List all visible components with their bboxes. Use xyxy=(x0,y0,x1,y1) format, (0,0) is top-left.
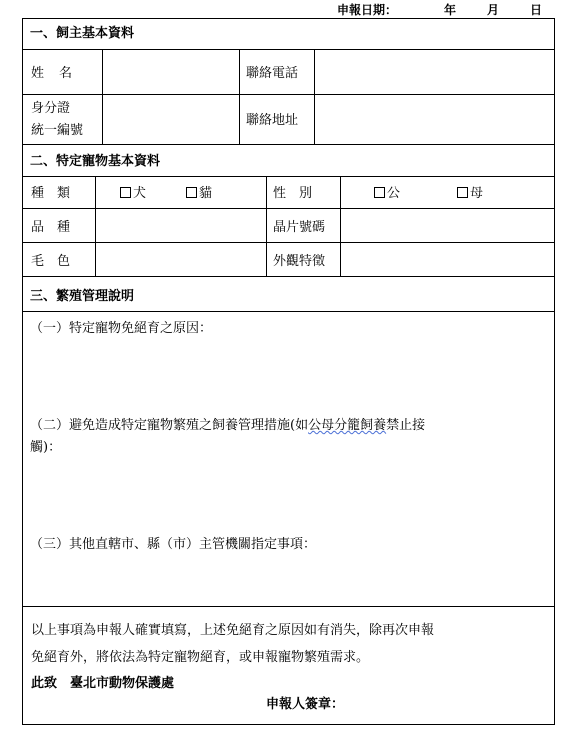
divider xyxy=(102,49,103,144)
divider xyxy=(95,176,96,276)
signature-label: 申報人簽章： xyxy=(266,697,345,712)
chip-number-field[interactable] xyxy=(341,209,553,242)
name-field[interactable] xyxy=(103,50,245,94)
coat-color-label: 毛 色 xyxy=(31,254,71,269)
item2-prompt-line2: 觸)： xyxy=(30,440,62,455)
dog-checkbox[interactable] xyxy=(120,187,131,198)
divider xyxy=(23,606,554,607)
id-number-field[interactable] xyxy=(103,95,245,144)
male-checkbox[interactable] xyxy=(374,187,385,198)
item2-answer-area[interactable] xyxy=(30,461,550,531)
male-option-label: 公 xyxy=(387,186,401,201)
statement-line1: 以上事項為申報人確實填寫，上述免絕育之原因如有消失，除再次申報 xyxy=(31,623,435,638)
year-label: 年 xyxy=(444,3,457,17)
section-owner-title: 一、飼主基本資料 xyxy=(30,26,135,41)
female-option[interactable] xyxy=(457,186,483,202)
cat-checkbox[interactable] xyxy=(186,187,197,198)
divider xyxy=(314,49,315,144)
appearance-field[interactable] xyxy=(341,243,553,276)
appearance-label: 外觀特徵 xyxy=(273,254,326,269)
cat-option[interactable] xyxy=(186,186,212,202)
divider xyxy=(23,144,554,145)
divider xyxy=(23,176,554,177)
female-checkbox[interactable] xyxy=(457,187,468,198)
cat-option-label: 貓 xyxy=(199,186,213,201)
breed-label: 品 種 xyxy=(31,220,71,235)
month-label: 月 xyxy=(487,3,500,17)
item2-prompt-line1 xyxy=(30,418,425,434)
divider xyxy=(266,176,267,276)
breed-field[interactable] xyxy=(96,209,265,242)
female-option-label: 母 xyxy=(470,186,484,201)
id-label-line2: 統一編號 xyxy=(31,123,84,138)
item3-answer-area[interactable] xyxy=(30,557,550,603)
phone-label: 聯絡電話 xyxy=(246,66,299,81)
divider xyxy=(340,176,341,276)
item3-prompt: （三）其他直轄市、縣（市）主管機關指定事項： xyxy=(30,537,317,552)
sex-label: 性 別 xyxy=(273,186,313,201)
section-breeding-title: 三、繁殖管理說明 xyxy=(30,289,135,304)
coat-color-field[interactable] xyxy=(96,243,265,276)
item1-prompt: （一）特定寵物免絕育之原因： xyxy=(30,321,213,336)
addressee: 此致 臺北市動物保護處 xyxy=(31,676,175,691)
item2-text-b: 公母分籠飼養 xyxy=(308,418,387,433)
male-option[interactable] xyxy=(374,186,400,202)
day-label: 日 xyxy=(530,3,543,17)
signature-field[interactable] xyxy=(368,695,548,717)
item2-text-c: 禁止接 xyxy=(386,418,426,433)
dog-option[interactable] xyxy=(120,186,146,202)
name-label: 姓 名 xyxy=(31,66,74,81)
address-label: 聯絡地址 xyxy=(246,113,299,128)
divider xyxy=(23,311,554,312)
chip-number-label: 晶片號碼 xyxy=(273,220,326,235)
divider xyxy=(23,276,554,277)
registration-form xyxy=(22,18,555,725)
application-date-label: 申報日期： xyxy=(337,3,398,17)
phone-field[interactable] xyxy=(315,50,553,94)
statement-line2: 免絕育外，將依法為特定寵物絕育，或申報寵物繁殖需求。 xyxy=(31,650,370,665)
application-date-line xyxy=(0,1,571,17)
dog-option-label: 犬 xyxy=(133,186,147,201)
section-pet-title: 二、特定寵物基本資料 xyxy=(30,154,161,169)
id-label-line1: 身分證 xyxy=(31,101,71,116)
address-field[interactable] xyxy=(315,95,553,144)
item2-text-a: （二）避免造成特定寵物繁殖之飼養管理措施(如 xyxy=(30,418,309,433)
item1-answer-area[interactable] xyxy=(30,341,550,411)
divider xyxy=(239,49,240,144)
species-label: 種 類 xyxy=(31,186,71,201)
